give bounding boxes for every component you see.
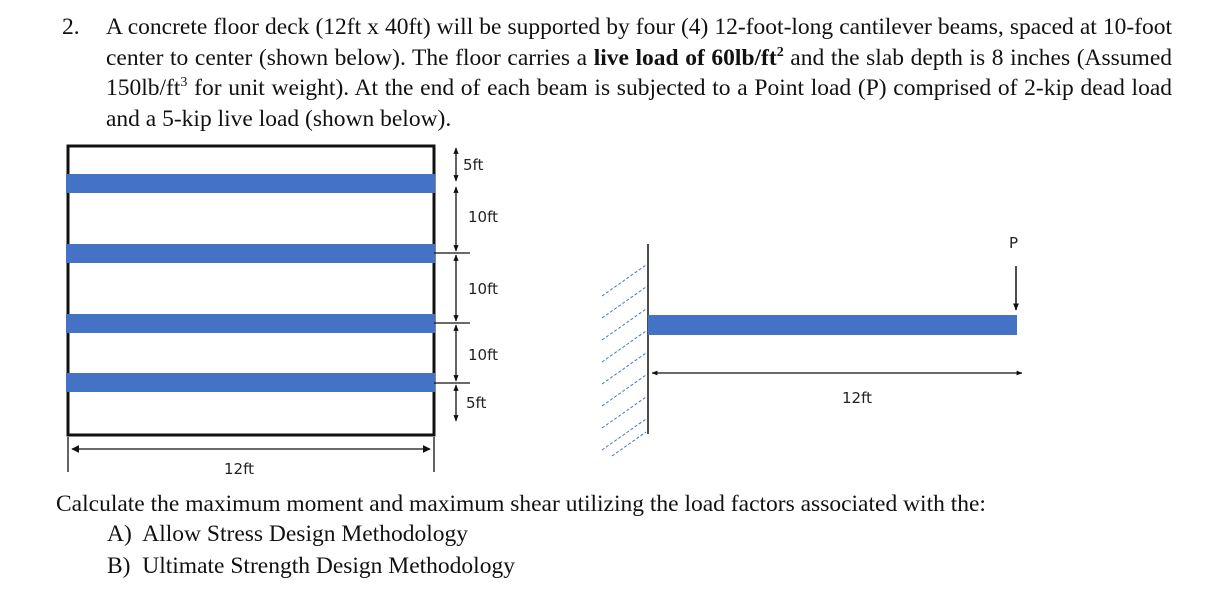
cantilever-beam <box>648 315 1017 335</box>
plan-beam-4 <box>66 373 435 392</box>
spacing-label-5: 5ft <box>466 394 487 412</box>
spacing-label-3: 10ft <box>468 280 498 298</box>
plan-view <box>66 146 498 478</box>
option-b <box>107 551 515 581</box>
plan-beam-2 <box>66 244 435 263</box>
problem-text: A concrete floor deck (12ft x 40ft) will be supported by four (4) 12-foot-long cantilever beams, spaced at 10-foot center to center (shown below). The floor carries a live load of $60lb/ft^2$ and the slab depth is 8 inches (Assumed $150lb/ft^3$ for unit weight). At the end of each beam is subjected to a Point load (P) comprised of 2-kip dead load and a 5-kip live load (shown below). <box>106 14 1173 132</box>
plan-beam-1 <box>66 174 435 193</box>
question-prompt: Calculate the maximum moment and maximum shear utilizing the load factors associated with the: <box>56 491 986 517</box>
width-label: 12ft <box>224 460 254 478</box>
point-load-label: P <box>1009 234 1019 252</box>
problem-text-part-a: A concrete floor deck (12ft x 40ft) will be supported by four (4) 12-foot-long cantilever beams, spaced at 10-foot center to center (shown below). The floor carries a <box>106 14 1172 71</box>
fixed-support-hatch <box>602 265 646 456</box>
problem-text-part-b: and the slab depth is 8 inches (Assumed 150lb/ft <box>106 44 1173 101</box>
spacing-dimensions <box>434 148 470 421</box>
live-load-bold: live load of $60lb/ft^2$ <box>593 44 784 71</box>
spacing-label-4: 10ft <box>468 346 498 364</box>
option-b-text: Ultimate Strength Design Methodology <box>142 553 515 579</box>
plan-beam-3 <box>66 314 435 333</box>
spacing-label-1: 5ft <box>463 156 484 174</box>
elevation-view <box>602 234 1022 456</box>
option-a-text: Allow Stress Design Methodology <box>142 521 468 547</box>
span-label: 12ft <box>842 389 872 407</box>
option-a <box>107 519 468 549</box>
problem-number: 2. <box>62 14 80 40</box>
option-a-letter: A) <box>107 521 132 547</box>
spacing-label-2: 10ft <box>468 208 498 226</box>
problem-text-part-c: for unit weight). At the end of each beam is subjected to a Point load (P) comprised of 2-kip dead load and a 5-kip live load (shown below). <box>106 75 1172 132</box>
option-b-letter: B) <box>107 553 131 579</box>
